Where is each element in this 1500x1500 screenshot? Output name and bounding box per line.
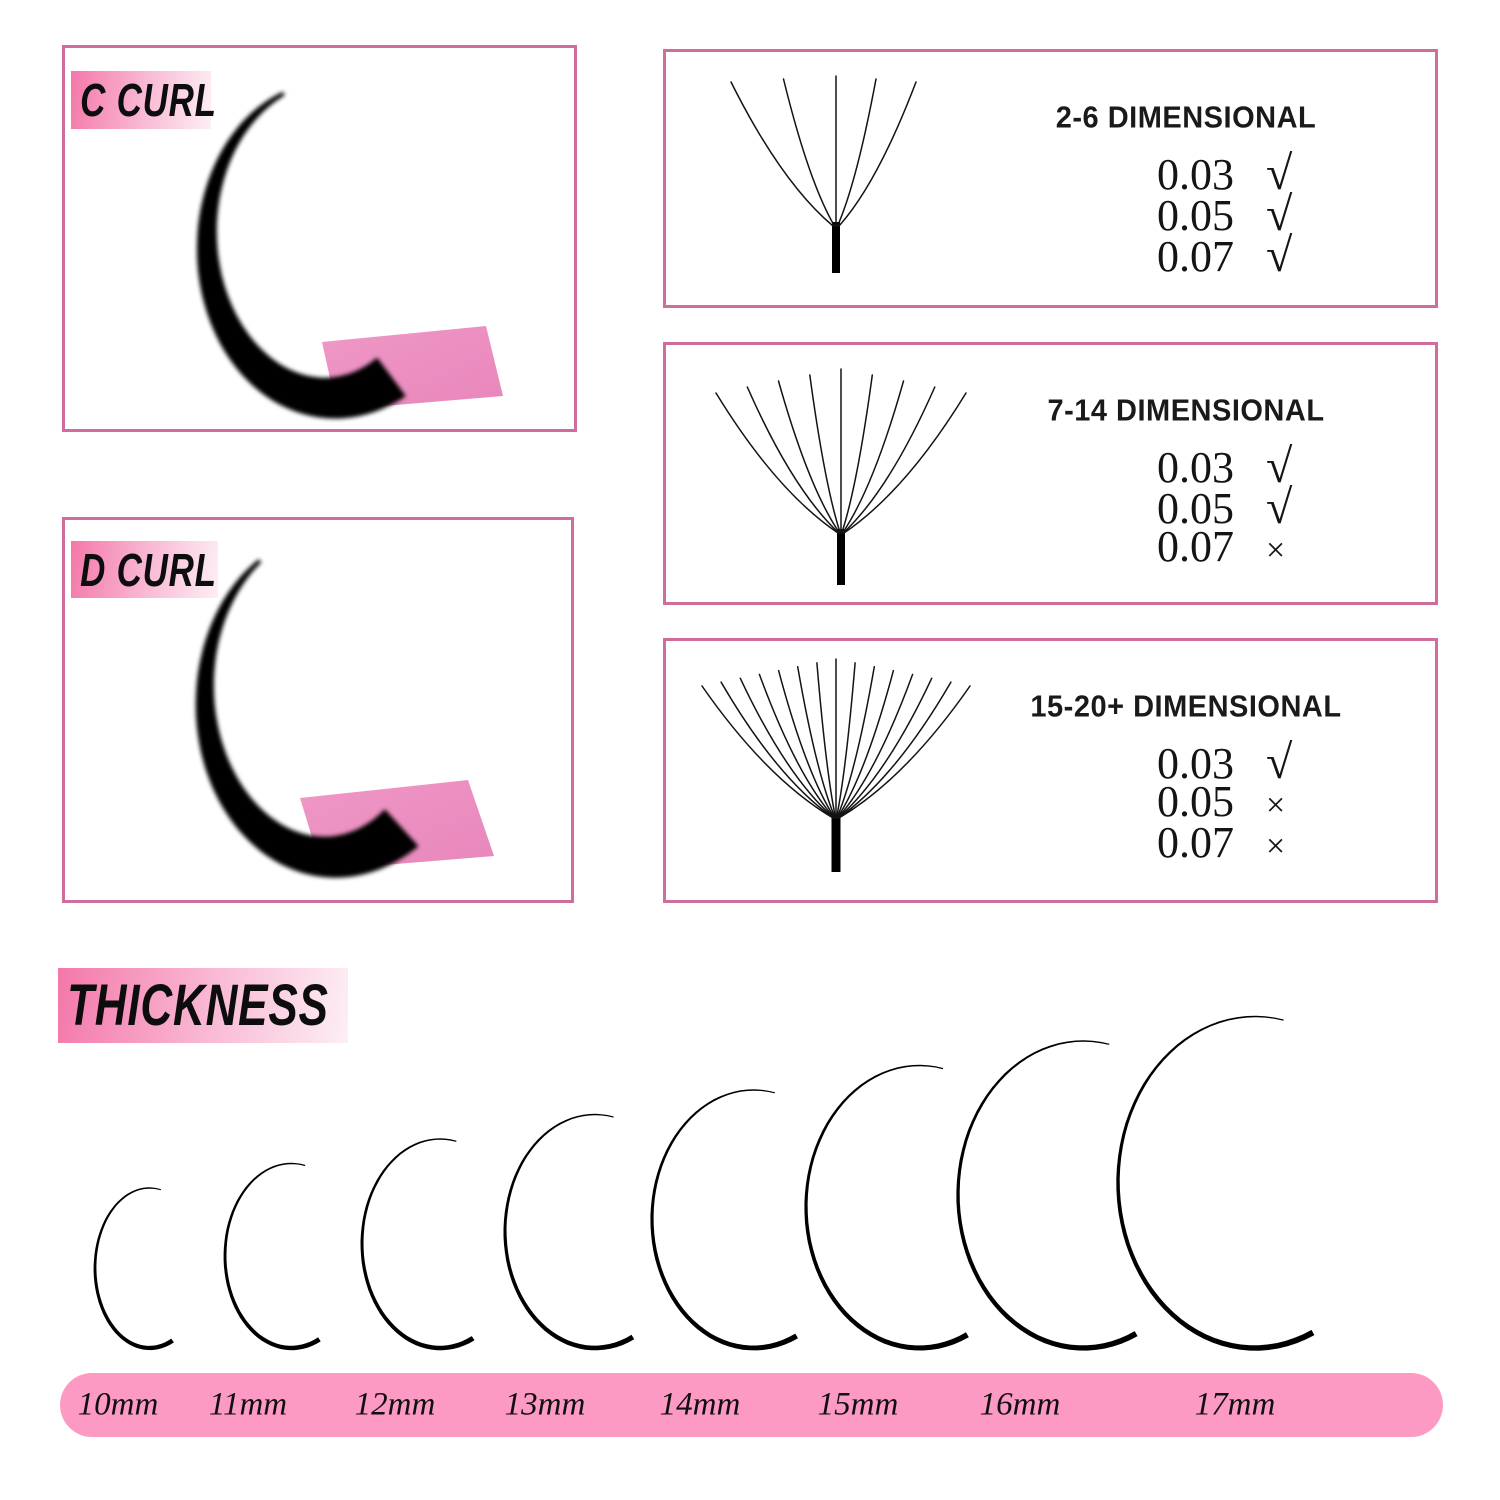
fan-lash	[731, 82, 833, 226]
fan-lash	[721, 682, 833, 818]
thickness-value: 0.03	[1157, 739, 1234, 788]
thickness-lash-curve	[1116, 1016, 1314, 1351]
thickness-value: 0.07	[1157, 522, 1234, 571]
size-label: 11mm	[208, 1386, 288, 1423]
check-icon: √	[1266, 481, 1293, 534]
curl-lash-strip	[197, 92, 406, 419]
dimension-title: 15-20+ DIMENSIONAL	[1030, 690, 1342, 724]
thickness-value: 0.05	[1157, 484, 1234, 533]
d-curl-label	[71, 541, 218, 598]
d-curl-label-text: D CURL	[80, 543, 217, 596]
fan-lash	[747, 387, 838, 533]
thickness-option-row	[1116, 817, 1376, 868]
thickness-label-text: THICKNESS	[67, 973, 329, 1038]
size-label: 10mm	[77, 1386, 159, 1423]
thickness-lash-row	[40, 990, 1460, 1360]
thickness-lash-curve	[650, 1089, 798, 1350]
check-icon: √	[1266, 736, 1293, 789]
thickness-lash-curve	[224, 1163, 321, 1350]
fan-lash	[784, 79, 835, 226]
thickness-lash-curve	[956, 1040, 1137, 1350]
cross-icon: ×	[1266, 828, 1286, 865]
c-curl-card	[62, 45, 577, 432]
thickness-lash-curve	[94, 1187, 174, 1350]
size-label: 12mm	[354, 1386, 436, 1423]
dimension-card	[663, 342, 1438, 605]
thickness-value: 0.07	[1157, 818, 1234, 867]
fan-lash	[839, 82, 916, 226]
thickness-lash-curve	[361, 1138, 475, 1350]
check-icon: √	[1266, 440, 1293, 493]
dimension-card	[663, 638, 1438, 903]
check-icon: √	[1266, 147, 1293, 200]
size-label: 13mm	[504, 1386, 586, 1423]
dimension-card	[663, 49, 1438, 308]
thickness-value: 0.05	[1157, 191, 1234, 240]
check-icon: √	[1266, 188, 1293, 241]
c-curl-label	[71, 71, 217, 129]
size-label: 14mm	[659, 1386, 741, 1423]
size-label: 15mm	[817, 1386, 899, 1423]
cross-icon: ×	[1266, 532, 1286, 569]
thickness-value: 0.03	[1157, 443, 1234, 492]
c-curl-label-text: C CURL	[80, 74, 217, 126]
thickness-value: 0.05	[1157, 777, 1234, 826]
size-label: 17mm	[1194, 1386, 1276, 1423]
thickness-lash-curve	[504, 1114, 635, 1351]
d-curl-card	[62, 517, 574, 903]
curl-lash-strip	[196, 559, 419, 878]
thickness-lash-curve	[804, 1065, 968, 1351]
size-label: 16mm	[979, 1386, 1061, 1423]
fan-lash	[839, 682, 951, 818]
thickness-value: 0.07	[1157, 232, 1234, 281]
cross-icon: ×	[1266, 787, 1286, 824]
dimension-title: 2-6 DIMENSIONAL	[1055, 101, 1317, 135]
thickness-option-row	[1116, 521, 1376, 572]
thickness-size-bar	[60, 1373, 1443, 1437]
thickness-label	[58, 968, 348, 1043]
thickness-value: 0.03	[1157, 150, 1234, 199]
dimension-title: 7-14 DIMENSIONAL	[1047, 394, 1325, 428]
fan-lash	[843, 387, 935, 533]
thickness-option-row	[1116, 228, 1376, 283]
check-icon: √	[1266, 229, 1293, 282]
